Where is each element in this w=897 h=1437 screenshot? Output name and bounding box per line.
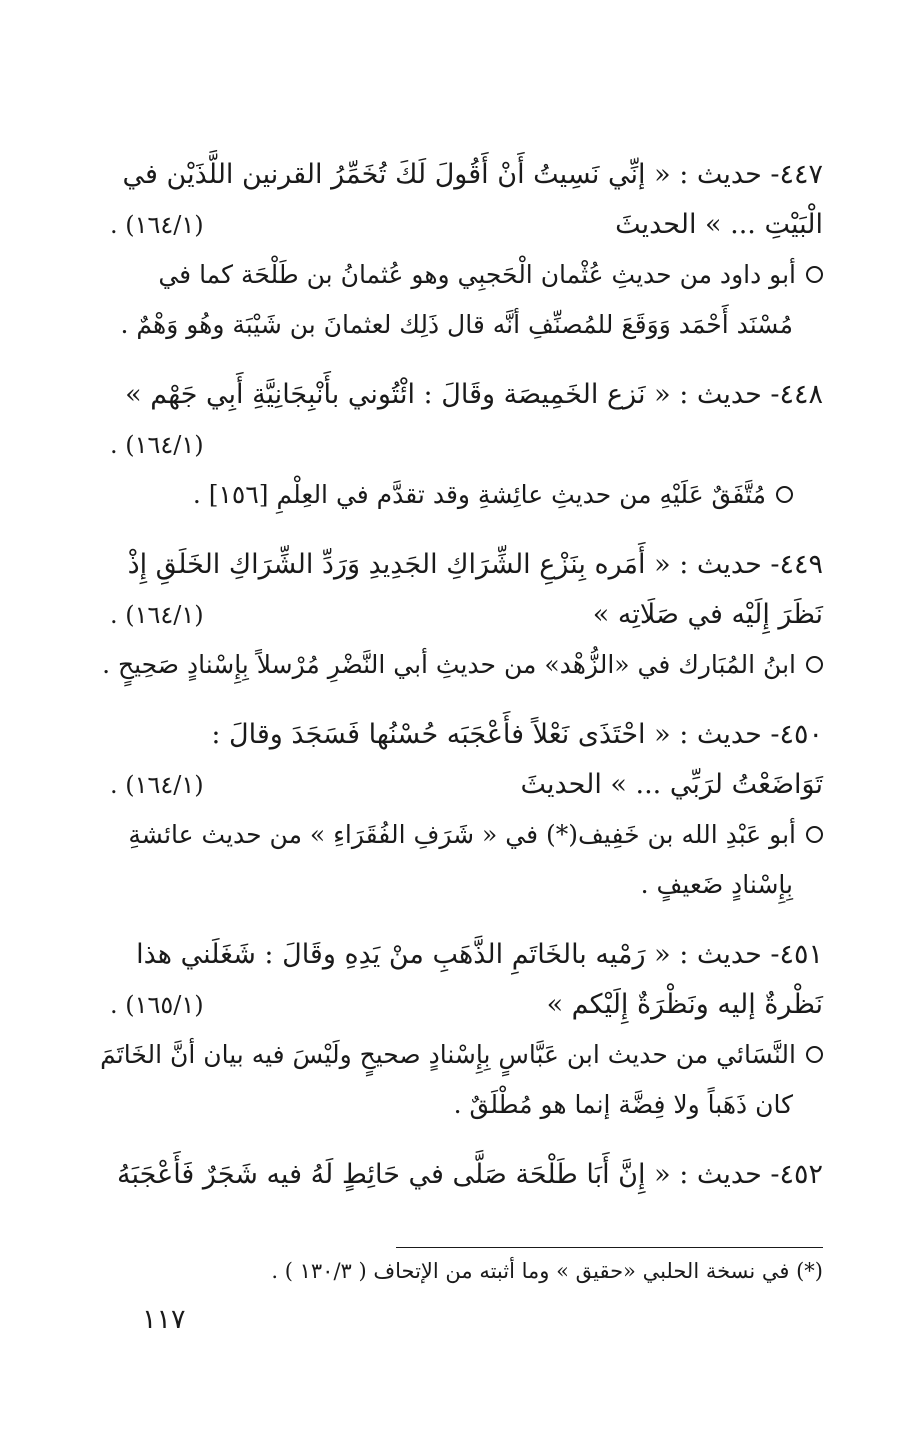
source-reference: (١٦٥/١) .: [110, 991, 204, 1019]
source-reference: (١٦٤/١) .: [110, 601, 204, 629]
commentary-continued: كان ذَهَباً ولا فِضَّة إنما هو مُطْلَقٌ .: [453, 1090, 793, 1119]
hadith-entry-452: [110, 1150, 823, 1200]
circle-bullet-icon: [776, 486, 793, 503]
hadith-text-continued: الْبَيْتِ ... » الحديثَ: [615, 209, 823, 240]
hadith-text: ٤٥١- حديث : « رَمْيه بالخَاتَمِ الذَّهَبِ منْ يَدِهِ وقَالَ : شَغَلَني هذا: [136, 939, 823, 970]
source-reference: (١٦٤/١) .: [110, 771, 204, 799]
hadith-text-continued: تَوَاضَعْتُ لرَبِّي ... » الحديثَ: [520, 769, 823, 800]
circle-bullet-icon: [806, 656, 823, 673]
hadith-text: ٤٥٠- حديث : « احْتَذَى نَعْلاً فأَعْجَبَه حُسْنُها فَسَجَدَ وقالَ :: [211, 719, 823, 750]
hadith-text: ٤٤٩- حديث : « أَمَره بِنَزْعِ الشِّرَاكِ الجَدِيدِ وَرَدِّ الشِّرَاكِ الخَلَقِ إِذْ: [127, 549, 823, 580]
commentary-continued: مُسْنَد أَحْمَد وَوَقَعَ للمُصنِّفِ أنَّه قال ذَلِك لعثمانَ بن شَيْبَة وهُو وَهْمٌ .: [120, 310, 793, 339]
hadith-entry-447: [110, 150, 823, 350]
hadith-entry-451: [100, 930, 823, 1130]
commentary-continued: بِإِسْنادٍ ضَعيفٍ .: [640, 870, 793, 899]
commentary: ابنُ المُبَارك في «الزُّهْد» من حديثِ أبي النَّضْرِ مُرْسلاً بِإِسْنادٍ صَحِيحٍ .: [110, 640, 823, 690]
hadith-entry-450: [110, 710, 823, 910]
hadith-text: ٤٤٧- حديث : « إنِّي نَسِيتُ أَنْ أَقُولَ لَكَ تُخَمِّرُ القرنين اللَّذَيْن في: [122, 159, 823, 190]
hadith-text-continued: نَظْرةٌ إليه ونَظْرَةٌ إِلَيْكم »: [546, 989, 823, 1020]
commentary: النَّسَائي من حديث ابن عَبَّاسٍ بِإِسْنادٍ صحيحٍ ولَيْسَ فيه بيان أنَّ الخَاتَمَ: [110, 1030, 823, 1080]
footnote-divider: [396, 1247, 823, 1248]
circle-bullet-icon: [806, 826, 823, 843]
hadith-entry-449: [102, 540, 823, 690]
circle-bullet-icon: [806, 266, 823, 283]
hadith-text: ٤٤٨- حديث : « نَزع الخَمِيصَة وقَالَ : ائْتُوني بأَنْبِجَانِيَّةِ أَبِي جَهْم »: [125, 379, 823, 410]
page-number: ١١٧: [142, 1304, 186, 1335]
circle-bullet-icon: [806, 1046, 823, 1063]
source-reference: (١٦٤/١) .: [110, 431, 204, 459]
hadith-text-continued: نَظَرَ إِلَيْه في صَلَاتِه »: [592, 599, 823, 630]
commentary: أبو عَبْدِ الله بن خَفِيف(*) في « شَرَفِ الفُقَرَاءِ » من حديث عائشةِ: [110, 810, 823, 860]
source-reference: (١٦٤/١) .: [110, 211, 204, 239]
hadith-entry-448: [110, 370, 823, 520]
commentary: أبو داود من حديثِ عُثْمان الْحَجبِي وهو عُثمانُ بن طَلْحَة كما في: [110, 250, 823, 300]
page-body: [100, 150, 823, 1220]
commentary: مُتَّفَقٌ عَلَيْهِ من حديثِ عائِشةِ وقد تقدَّم في العِلْمِ [١٥٦] .: [110, 470, 823, 520]
footnote: (*) في نسخة الحلبي «حقيق » وما أثبته من الإتحاف ( ١٣٠/٣ ) .: [271, 1259, 823, 1283]
hadith-text: ٤٥٢- حديث : « إِنَّ أَبَا طَلْحَة صَلَّى في حَائِطٍ لَهُ فيه شَجَرٌ فَأَعْجَبَهُ: [117, 1159, 823, 1190]
